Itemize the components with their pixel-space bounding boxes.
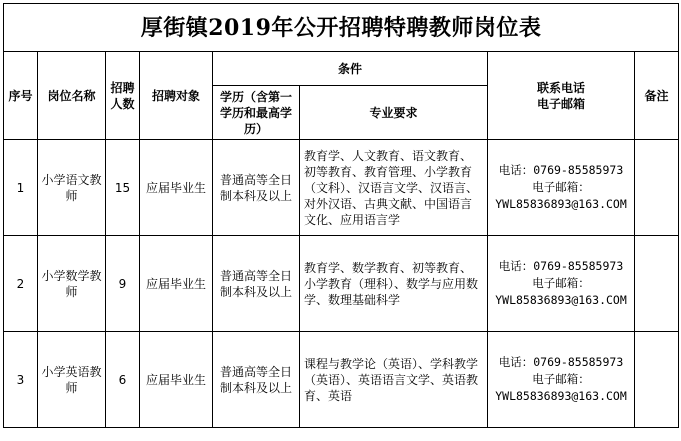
header-position: 岗位名称 <box>38 52 106 140</box>
row-contact <box>488 140 635 236</box>
row-seq: 2 <box>4 236 38 332</box>
page-title: 厚街镇2019年公开招聘特聘教师岗位表 <box>4 4 679 52</box>
row-position: 小学语文教师 <box>38 140 106 236</box>
row-target: 应届毕业生 <box>140 140 213 236</box>
header-education: 学历（含第一学历和最高学历） <box>213 86 300 140</box>
contact-phone: 电话：0769-85585973 <box>498 355 624 369</box>
row-contact <box>488 236 635 332</box>
row-target: 应届毕业生 <box>140 236 213 332</box>
row-note <box>635 236 679 332</box>
row-major: 教育学、数学教育、初等教育、小学教育（理科）、数学与应用数学、数理基础科学 <box>300 236 488 332</box>
row-target: 应届毕业生 <box>140 332 213 428</box>
row-note <box>635 140 679 236</box>
header-conditions: 条件 <box>213 52 488 86</box>
row-major: 课程与教学论（英语）、学科教学（英语）、英语语言文学、英语教育、英语 <box>300 332 488 428</box>
row-major: 教育学、人文教育、语文教育、初等教育、教育管理、小学教育（文科）、汉语言文学、汉语言、对外汉语、古典文献、中国语言文化、应用语言学 <box>300 140 488 236</box>
row-note <box>635 332 679 428</box>
contact-email-label: 电子邮箱： <box>532 180 590 194</box>
contact-email-label: 电子邮箱： <box>532 276 590 290</box>
contact-phone: 电话：0769-85585973 <box>498 163 624 177</box>
row-education: 普通高等全日制本科及以上 <box>213 332 300 428</box>
header-note: 备注 <box>635 52 679 140</box>
contact-email-label: 电子邮箱： <box>532 372 590 386</box>
header-count: 招聘人数 <box>106 52 140 140</box>
row-position: 小学数学教师 <box>38 236 106 332</box>
job-table <box>3 3 679 428</box>
header-major: 专业要求 <box>300 86 488 140</box>
row-count: 6 <box>106 332 140 428</box>
row-seq: 1 <box>4 140 38 236</box>
contact-email: YWL85836893@163.COM <box>495 293 627 307</box>
row-contact <box>488 332 635 428</box>
row-count: 15 <box>106 140 140 236</box>
row-position: 小学英语教师 <box>38 332 106 428</box>
table-row <box>4 140 679 236</box>
row-count: 9 <box>106 236 140 332</box>
row-education: 普通高等全日制本科及以上 <box>213 236 300 332</box>
contact-email: YWL85836893@163.COM <box>495 197 627 211</box>
row-education: 普通高等全日制本科及以上 <box>213 140 300 236</box>
row-seq: 3 <box>4 332 38 428</box>
header-target: 招聘对象 <box>140 52 213 140</box>
table-row <box>4 236 679 332</box>
table-row <box>4 332 679 428</box>
contact-email: YWL85836893@163.COM <box>495 389 627 403</box>
header-seq: 序号 <box>4 52 38 140</box>
contact-phone: 电话：0769-85585973 <box>498 259 624 273</box>
header-contact: 联系电话 电子邮箱 <box>488 52 635 140</box>
